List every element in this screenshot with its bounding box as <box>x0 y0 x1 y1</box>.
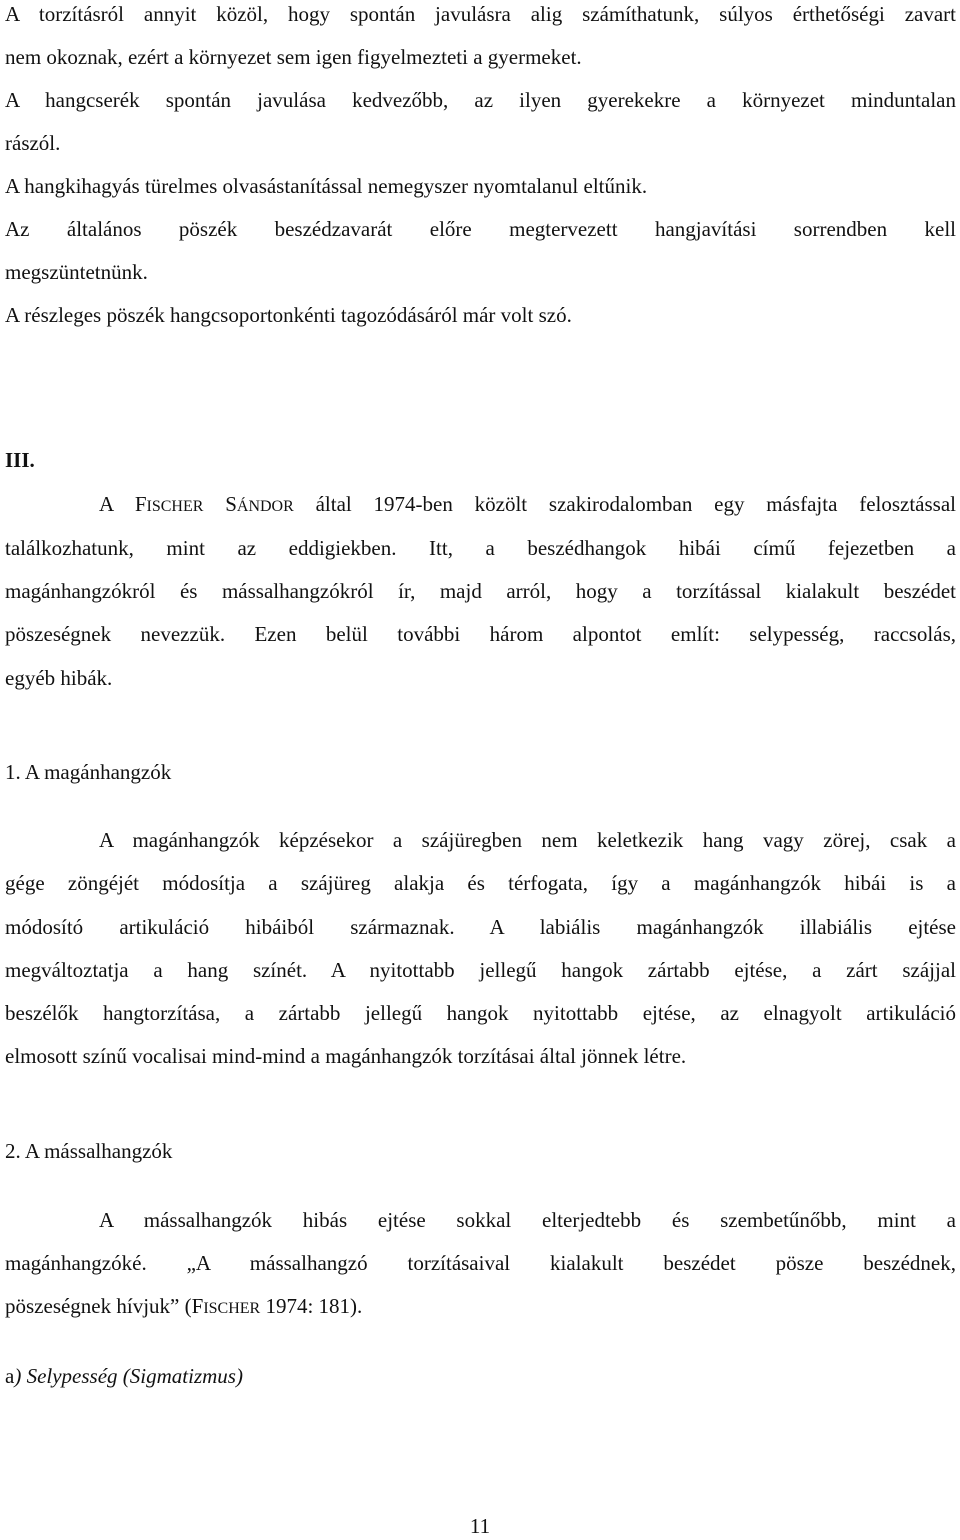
body-text-line: magánhangzóké. „A mássalhangzó torzításaival kialakult beszédet pösze beszédnek, <box>5 1251 956 1275</box>
body-text-line: magánhangzókról és mássalhangzókról ír, majd arról, hogy a torzítással kialakult beszédet <box>5 579 956 603</box>
section-heading: III. <box>5 448 35 472</box>
body-text-line: A FISCHER SÁNDOR által 1974-ben közölt szakirodalomban egy másfajta felosztással <box>99 492 956 516</box>
body-text-line: rászól. <box>5 131 61 155</box>
subsection-heading: 2. A mássalhangzók <box>5 1139 173 1163</box>
subsection-heading: a) Selypesség (Sigmatizmus) <box>5 1364 243 1388</box>
body-text-line: megszüntetnünk. <box>5 260 148 284</box>
author-name: FISCHER <box>191 1294 261 1318</box>
body-text-line: módosító artikuláció hibáiból származnak. A labiális magánhangzók illabiális ejtése <box>5 915 956 939</box>
body-text-line: A hangkihagyás türelmes olvasástanítással nemegyszer nyomtalanul eltűnik. <box>5 174 648 198</box>
body-text-line: A részleges pöszék hangcsoportonkénti tagozódásáról már volt szó. <box>5 303 572 327</box>
subsection-heading: 1. A magánhangzók <box>5 760 172 784</box>
body-text-line: egyéb hibák. <box>5 666 113 690</box>
body-text-line: megváltoztatja a hang színét. A nyitottabb jellegű hangok zártabb ejtése, a zárt szájjal <box>5 958 956 982</box>
body-text-line: A torzításról annyit közöl, hogy spontán javulásra alig számíthatunk, súlyos érthetőségi zavart <box>5 2 956 26</box>
body-text-line: A mássalhangzók hibás ejtése sokkal elterjedtebb és szembetűnőbb, mint a <box>99 1208 956 1232</box>
body-text-line: találkozhatunk, mint az eddigiekben. Itt, a beszédhangok hibái című fejezetben a <box>5 536 956 560</box>
body-text-line: Az általános pöszék beszédzavarát előre megtervezett hangjavítási sorrendben kell <box>5 217 956 241</box>
body-text-line: nem okoznak, ezért a környezet sem igen figyelmezteti a gyermeket. <box>5 45 582 69</box>
author-name: FISCHER SÁNDOR <box>134 492 294 516</box>
body-text-line: A hangcserék spontán javulása kedvezőbb, az ilyen gyerekekre a környezet minduntalan <box>5 88 956 112</box>
body-text-line: pöszeségnek nevezzük. Ezen belül további három alpontot említ: selypesség, raccsolás, <box>5 622 956 646</box>
body-text-line: A magánhangzók képzésekor a szájüregben nem keletkezik hang vagy zörej, csak a <box>99 828 956 852</box>
page-number: 11 <box>469 1514 491 1538</box>
body-text-line: pöszeségnek hívjuk” (FISCHER 1974: 181). <box>5 1294 363 1318</box>
body-text-line: elmosott színű vocalisai mind-mind a magánhangzók torzításai által jönnek létre. <box>5 1044 687 1068</box>
body-text-line: beszélők hangtorzítása, a zártabb jellegű hangok nyitottabb ejtése, az elnagyolt artikuláció <box>5 1001 956 1025</box>
body-text-line: gége zöngéjét módosítja a szájüreg alakja és térfogata, így a magánhangzók hibái is a <box>5 871 956 895</box>
